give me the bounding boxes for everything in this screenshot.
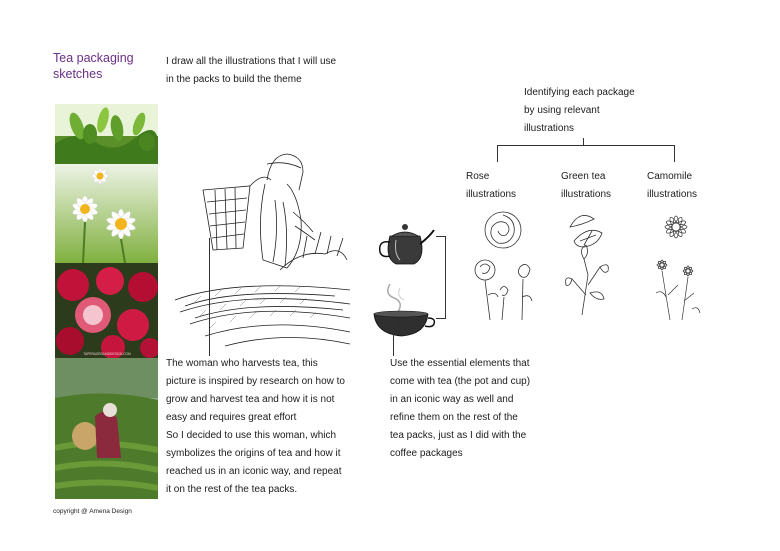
photo-watermark: TAPERAGROUNDDESIGN.COM bbox=[83, 352, 131, 356]
package-green-tea-sub: illustrations bbox=[561, 189, 612, 200]
woman-description bbox=[166, 355, 381, 499]
woman-line: grow and harvest tea and how it is not bbox=[166, 394, 335, 405]
elements-line: in an iconic way as well and bbox=[390, 394, 514, 405]
package-rose-label bbox=[466, 168, 516, 204]
woman-line: reached us in an iconic way, and repeat bbox=[166, 466, 342, 477]
photo-tea-leaves bbox=[55, 104, 158, 164]
bracket-left-leg bbox=[497, 145, 498, 162]
copyright-text: copyright @ Amena Design bbox=[53, 508, 132, 515]
package-rose-sub: illustrations bbox=[466, 189, 517, 200]
woman-line: So I decided to use this woman, which bbox=[166, 430, 337, 441]
bracket-center-stem bbox=[583, 138, 584, 146]
packages-heading-line-1: Identifying each package bbox=[524, 87, 635, 98]
woman-line: The woman who harvests tea, this bbox=[166, 358, 318, 369]
elements-line: come with tea (the pot and cup) bbox=[390, 376, 531, 387]
elements-line: refine them on the rest of the bbox=[390, 412, 518, 423]
teapot-sketch bbox=[374, 218, 436, 268]
title-line-1: Tea packaging bbox=[53, 51, 134, 65]
elements-description bbox=[390, 355, 570, 463]
woman-line: it on the rest of the tea packs. bbox=[166, 484, 298, 495]
woman-line: symbolizes the origins of tea and how it bbox=[166, 448, 341, 459]
intro-line-1: I draw all the illustrations that I will use bbox=[166, 56, 337, 67]
cup-sketch bbox=[372, 280, 436, 340]
cup-connector-bottom bbox=[436, 318, 446, 319]
page-title bbox=[53, 50, 163, 82]
packages-heading bbox=[524, 84, 635, 138]
package-camomile-sub: illustrations bbox=[647, 189, 698, 200]
elements-line: Use the essential elements that bbox=[390, 358, 530, 369]
package-camomile-label bbox=[647, 168, 697, 204]
rose-illustrations bbox=[470, 205, 540, 325]
photo-tea-picker bbox=[55, 358, 158, 499]
woman-line: easy and requires great effort bbox=[166, 412, 297, 423]
pot-cup-bracket bbox=[445, 236, 446, 318]
photo-chamomile bbox=[55, 164, 158, 263]
elements-connector-line bbox=[393, 322, 394, 356]
elements-line: tea packs, just as I did with the bbox=[390, 430, 527, 441]
packages-heading-line-2: by using relevant bbox=[524, 105, 600, 116]
woman-harvester-sketch bbox=[175, 150, 355, 350]
photo-roses bbox=[55, 263, 158, 358]
woman-line: picture is inspired by research on how to bbox=[166, 376, 345, 387]
intro-line-2: in the packs to build the theme bbox=[166, 74, 302, 85]
green-tea-illustrations bbox=[560, 205, 620, 325]
title-line-2: sketches bbox=[53, 67, 103, 81]
camomile-illustrations bbox=[648, 205, 708, 325]
package-green-tea-label bbox=[561, 168, 611, 204]
elements-line: coffee packages bbox=[390, 448, 463, 459]
bracket-horizontal bbox=[497, 145, 675, 146]
packages-heading-line-3: illustrations bbox=[524, 123, 575, 134]
package-green-tea-name: Green tea bbox=[561, 171, 606, 182]
intro-text bbox=[166, 53, 336, 89]
package-rose-name: Rose bbox=[466, 171, 490, 182]
package-camomile-name: Camomile bbox=[647, 171, 693, 182]
bracket-right-leg bbox=[674, 145, 675, 162]
woman-connector-line bbox=[209, 238, 210, 356]
